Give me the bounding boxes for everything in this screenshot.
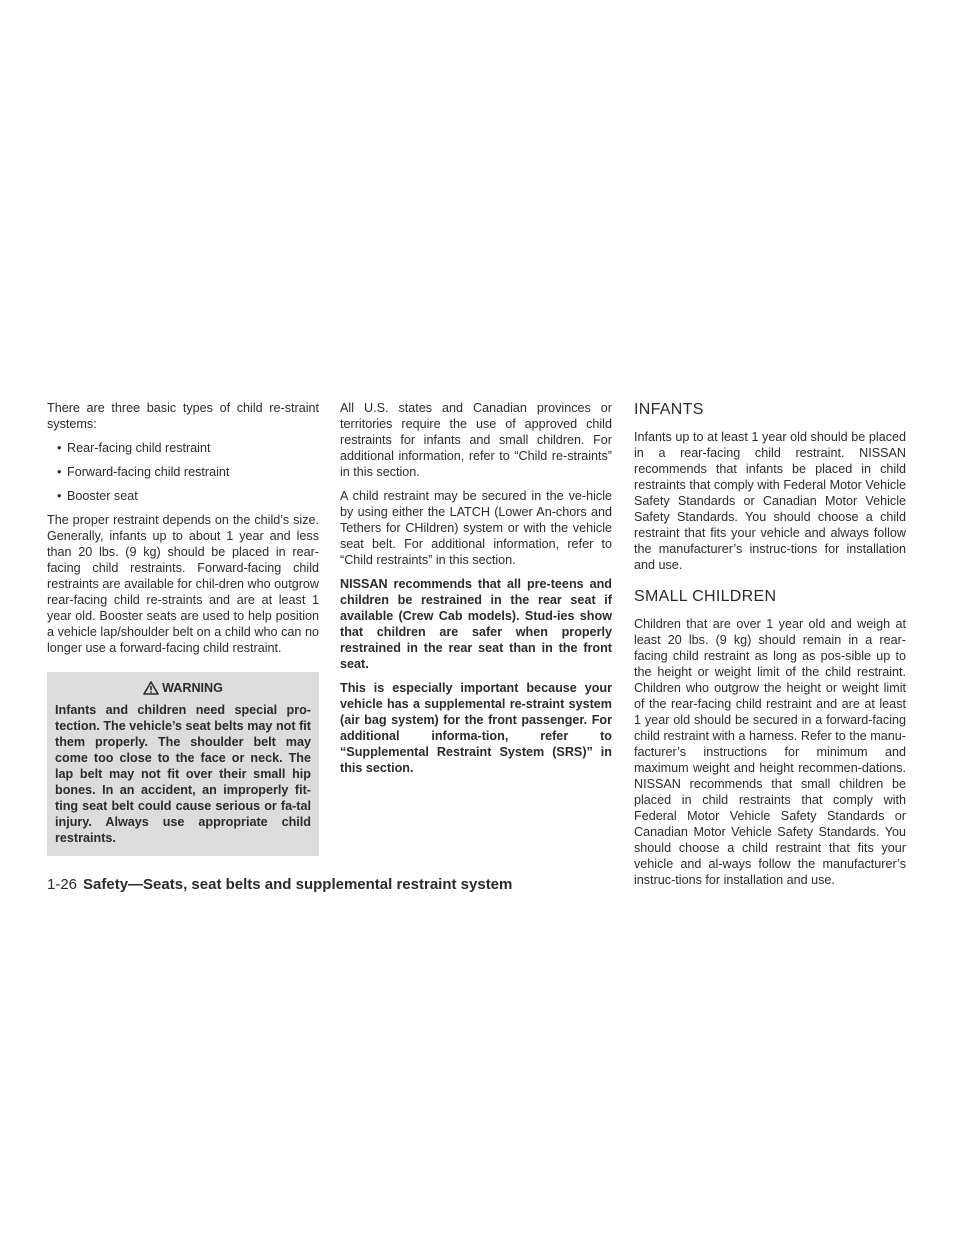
list-item [47, 440, 319, 456]
list-item [47, 464, 319, 480]
page-footer [47, 876, 512, 893]
infants-heading: INFANTS [634, 401, 704, 418]
srs-importance-paragraph: This is especially important because your vehicle has a supplemental re-straint system (air bag system) for the front passenger. For additional informa-tion, refer to “Supplemental Restraint System (SRS)” in this section. [340, 681, 612, 775]
page-number: 1-26 [47, 876, 78, 893]
warning-box [47, 672, 319, 856]
list-item [47, 488, 319, 504]
warning-title: WARNING [162, 681, 223, 695]
bullet-icon: • [57, 489, 62, 503]
column-2 [340, 400, 612, 784]
list-item-text: Forward-facing child restraint [67, 465, 230, 479]
small-children-heading: SMALL CHILDREN [634, 588, 777, 605]
section-title: Safety—Seats, seat belts and supplemental restraint system [83, 876, 513, 893]
column-3 [634, 400, 906, 896]
list-item-text: Booster seat [67, 489, 138, 503]
rear-seat-recommendation: NISSAN recommends that all pre-teens and children be restrained in the rear seat if available (Crew Cab models). Stud-ies show that children are safer when properly restrained in the rear seat than in the front seat. [340, 577, 612, 671]
state-requirements-paragraph: All U.S. states and Canadian provinces or territories require the use of approved child restraints for infants and small children. For additional information, refer to “Child re-straints” in this section. [340, 401, 612, 479]
infants-paragraph: Infants up to at least 1 year old should be placed in a rear-facing child restraint. NISSAN recommends that infants be placed in child restraints that comply with Federal Motor Vehicle Safety Standards or Canadian Motor Vehicle Safety Standards. You should choose a child restraint that fits your vehicle and always follow the manufacturer’s instruc-tions for installation and use. [634, 430, 906, 572]
list-item-text: Rear-facing child restraint [67, 441, 211, 455]
restraint-depends-paragraph: The proper restraint depends on the child’s size. Generally, infants up to about 1 year and less than 20 lbs. (9 kg) should be placed in rear-facing child restraints. Forward-facing child restraints are available for chil-dren who outgrow rear-facing child re-straints and are at least 1 year old. Booster seats are used to help position a vehicle lap/shoulder belt on a child who can no longer use a forward-facing child restraint. [47, 513, 319, 655]
warning-triangle-icon [143, 681, 159, 695]
restraint-types-list [47, 440, 319, 504]
bullet-icon: • [57, 465, 62, 479]
bullet-icon: • [57, 441, 62, 455]
small-children-paragraph: Children that are over 1 year old and weigh at least 20 lbs. (9 kg) should remain in a rear-facing child restraint as long as pos-sible up to the height or weight limit of the child restraint. Children who outgrow the height or weight limit of the rear-facing child restraint and are at least 1 year old should be secured in a forward-facing child restraint with a harness. Refer to the manu-facturer’s instructions for minimum and maximum weight and height recommen-dations. NISSAN recommends that small children be placed in child restraints that comply with Federal Motor Vehicle Safety Standards or Canadian Motor Vehicle Safety Standards. You should choose a child restraint that fits your vehicle and al-ways follow the manufacturer’s instruc-tions for installation and use. [634, 617, 906, 887]
warning-text: Infants and children need special pro-tection. The vehicle’s seat belts may not fit them properly. The shoulder belt may come too close to the face or neck. The lap belt may not fit over their small hip bones. In an accident, an improperly fit-ting seat belt could cause serious or fa-tal injury. Always use appropriate child restraints. [55, 703, 311, 845]
column-1 [47, 400, 319, 856]
latch-paragraph: A child restraint may be secured in the ve-hicle by using either the LATCH (Lower An-chors and Tethers for CHildren) system or with the vehicle seat belt. For additional information, refer to “Child restraints” in this section. [340, 489, 612, 567]
warning-header [55, 680, 311, 696]
intro-paragraph: There are three basic types of child re-straint systems: [47, 401, 319, 431]
